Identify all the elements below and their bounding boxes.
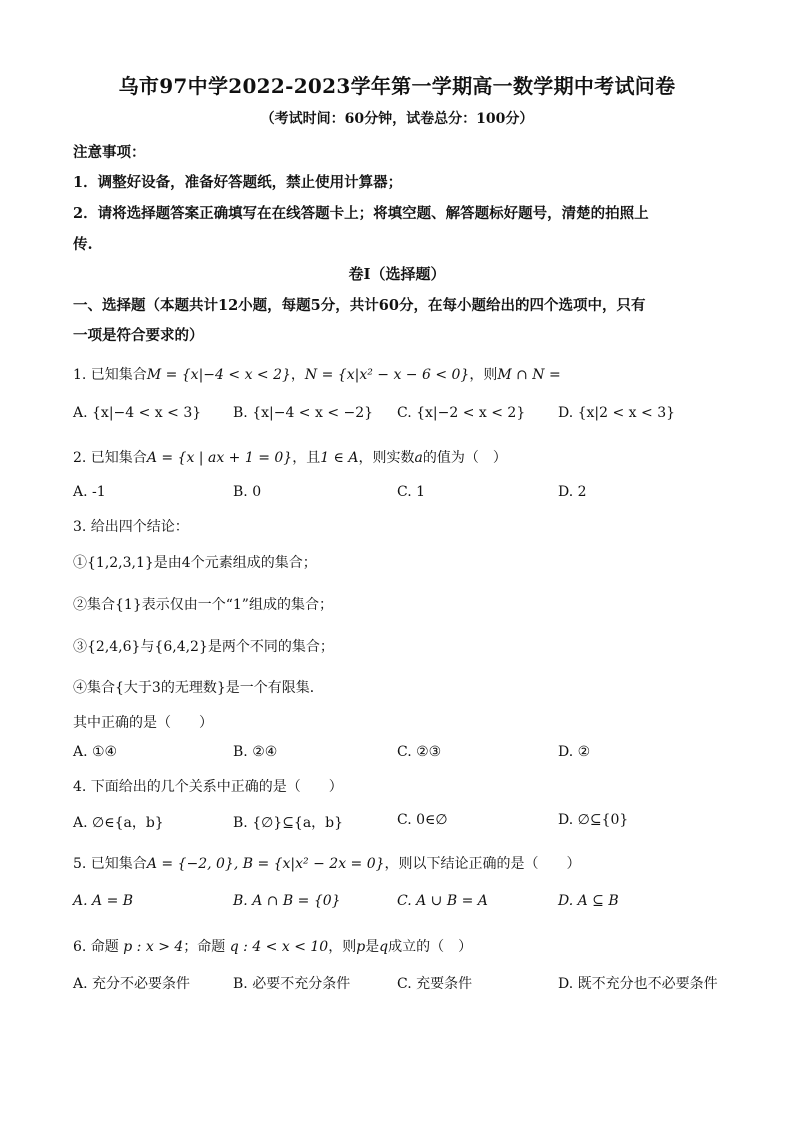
volume-title: 卷Ⅰ（选择题） — [348, 265, 446, 283]
q6-option-b: B. 必要不充分条件 — [233, 976, 351, 992]
q3-option-c: C. ②③ — [397, 744, 442, 760]
question-6-stem — [73, 936, 472, 956]
q2-cond: 1 ∈ A — [320, 450, 359, 466]
q4-option-c: C. 0∈∅ — [397, 812, 448, 828]
q1-set-m: M = {x|−4 < x < 2} — [146, 367, 291, 383]
q5-sets: A = {−2, 0}, B = {x|x² − 2x = 0} — [146, 856, 385, 872]
section-intro-line-2: 一项是符合要求的） — [73, 327, 204, 344]
q6-q: q : 4 < x < 10 — [229, 939, 329, 955]
question-4-stem: 4. 下面给出的几个关系中正确的是（ ） — [73, 779, 343, 795]
q3-option-a: A. ①④ — [73, 744, 118, 760]
q2-end: 的值为（ ） — [422, 450, 507, 466]
q5-option-a: A. A = B — [73, 893, 134, 909]
q6-qv: q — [379, 939, 389, 955]
q2-mid: ，且 — [292, 450, 321, 466]
q4-option-d: D. ∅⊆{0} — [558, 812, 629, 828]
question-3-stem: 3. 给出四个结论： — [73, 519, 189, 535]
q1-option-d: D. {x|2 < x < 3} — [558, 405, 676, 421]
q3-option-d: D. ② — [558, 744, 591, 760]
q6-end: 成立的（ ） — [388, 939, 473, 955]
q3-statement-4: ④集合{大于3的无理数}是一个有限集． — [73, 680, 324, 696]
q2-prefix: 2. 已知集合 — [73, 450, 147, 466]
section-intro-line-1: 一、选择题（本题共计12小题，每题5分，共计60分，在每小题给出的四个选项中，只有 — [73, 297, 646, 314]
q6-option-d: D. 既不充分也不必要条件 — [558, 976, 718, 992]
q1-prefix: 1. 已知集合 — [73, 367, 147, 383]
q3-statement-2: ②集合{1}表示仅由一个“1”组成的集合； — [73, 597, 333, 613]
q1-set-n: N = {x|x² − x − 6 < 0} — [304, 367, 470, 383]
q2-set-a: A = {x | ax + 1 = 0} — [146, 450, 293, 466]
q6-option-a: A. 充分不必要条件 — [73, 976, 191, 992]
note-item-1: 1．调整好设备，准备好答题纸，禁止使用计算器； — [73, 174, 403, 191]
q3-statement-1: ①{1,2,3,1}是由4个元素组成的集合； — [73, 555, 317, 571]
q6-pv: p — [356, 939, 366, 955]
q2-option-c: C. 1 — [397, 484, 426, 500]
exam-title: 乌市97中学2022-2023学年第一学期高一数学期中考试问卷 — [118, 74, 676, 98]
question-2-stem — [73, 447, 507, 467]
q1-suffix: ，则 — [469, 367, 498, 383]
q5-suffix: ，则以下结论正确的是（ ） — [384, 856, 581, 872]
q1-option-c: C. {x|−2 < x < 2} — [397, 405, 526, 421]
q2-option-b: B. 0 — [233, 484, 262, 500]
q5-prefix: 5. 已知集合 — [73, 856, 147, 872]
q4-option-a: A. ∅∈{a，b} — [73, 815, 164, 831]
q1-expr: M ∩ N = — [497, 367, 561, 383]
q3-ask: 其中正确的是（ ） — [73, 715, 213, 731]
question-5-stem — [73, 853, 581, 873]
q6-option-c: C. 充要条件 — [397, 976, 473, 992]
note-item-2: 2．请将选择题答案正确填写在在线答题卡上；将填空题、解答题标好题号，清楚的拍照上 — [73, 205, 649, 222]
q6-suffix: ，则 — [328, 939, 357, 955]
q1-sep: ， — [290, 367, 305, 383]
q1-option-b: B. {x|−4 < x < −2} — [233, 405, 374, 421]
q1-option-a: A. {x|−4 < x < 3} — [73, 405, 202, 421]
question-1-stem — [73, 364, 561, 384]
q3-statement-3: ③{2,4,6}与{6,4,2}是两个不同的集合； — [73, 639, 334, 655]
q6-mid: ；命题 — [183, 939, 226, 955]
q6-p: p : x > 4 — [123, 939, 184, 955]
q5-option-d: D. A ⊆ B — [558, 893, 619, 909]
q5-option-b: B. A ∩ B = {0} — [233, 893, 341, 909]
exam-subtitle: （考试时间：60分钟，试卷总分：100分） — [260, 111, 534, 127]
q2-suffix: ，则实数 — [358, 450, 415, 466]
notes-heading: 注意事项： — [73, 144, 146, 161]
q2-option-d: D. 2 — [558, 484, 587, 500]
note-item-2-cont: 传. — [73, 236, 93, 253]
q2-var: a — [414, 450, 423, 466]
q2-option-a: A. -1 — [73, 484, 106, 500]
q5-option-c: C. A ∪ B = A — [397, 893, 488, 909]
q4-option-b: B. {∅}⊆{a，b} — [233, 815, 344, 831]
q6-prefix: 6. 命题 — [73, 939, 119, 955]
q3-option-b: B. ②④ — [233, 744, 278, 760]
q6-is: 是 — [365, 939, 380, 955]
